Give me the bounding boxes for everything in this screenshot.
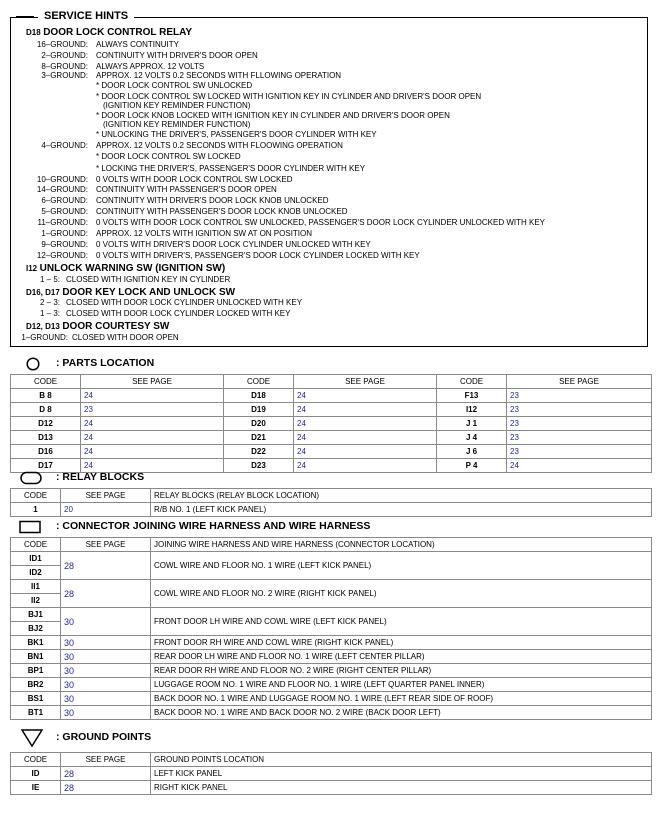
page-cell: 23 — [507, 445, 652, 459]
parts-location-circle-icon — [26, 357, 40, 371]
col-location: JOINING WIRE HARNESS AND WIRE HARNESS (CONNECTOR LOCATION) — [151, 538, 652, 552]
page-cell: 20 — [61, 503, 151, 517]
hint-key: 1–GROUND: — [41, 229, 88, 238]
col-see-page: SEE PAGE — [61, 538, 151, 552]
code-cell: D19 — [224, 403, 294, 417]
hint-value: APPROX. 12 VOLTS WITH IGNITION SW AT ON POSITION — [96, 229, 313, 238]
location-cell: FRONT DOOR LH WIRE AND COWL WIRE (LEFT KICK PANEL) — [151, 608, 652, 636]
code-cell: BJ1 — [11, 608, 61, 622]
ground-points-triangle-icon — [20, 728, 44, 748]
location-cell: REAR DOOR LH WIRE AND FLOOR NO. 1 WIRE (LEFT CENTER PILLAR) — [151, 650, 652, 664]
col-code: CODE — [437, 375, 507, 389]
hint-value: CONTINUITY WITH DRIVER'S DOOR OPEN — [96, 51, 258, 60]
table-row — [11, 389, 652, 403]
code-cell: D16 — [11, 445, 81, 459]
table-row — [11, 706, 652, 720]
page-cell: 24 — [294, 417, 437, 431]
location-cell: REAR DOOR RH WIRE AND FLOOR NO. 2 WIRE (RIGHT CENTER PILLAR) — [151, 664, 652, 678]
col-code: CODE — [11, 375, 81, 389]
parts-location-title: : PARTS LOCATION — [56, 357, 155, 369]
page-cell: 24 — [81, 431, 224, 445]
page-cell: 23 — [81, 403, 224, 417]
relay-blocks-title: : RELAY BLOCKS — [56, 471, 145, 483]
table-row — [11, 781, 652, 795]
code-cell: D 8 — [11, 403, 81, 417]
hint-key: 8–GROUND: — [41, 62, 88, 71]
relay-header-row — [11, 489, 652, 503]
page-cell: 30 — [61, 678, 151, 692]
code-cell: ID2 — [11, 566, 61, 580]
location-cell: FRONT DOOR RH WIRE AND COWL WIRE (RIGHT KICK PANEL) — [151, 636, 652, 650]
location-cell: BACK DOOR NO. 1 WIRE AND BACK DOOR NO. 2 WIRE (BACK DOOR LEFT) — [151, 706, 652, 720]
hint-value: CLOSED WITH IGNITION KEY IN CYLINDER — [66, 275, 231, 284]
code-cell: II1 — [11, 580, 61, 594]
page-cell: 23 — [507, 403, 652, 417]
page-cell: 30 — [61, 608, 151, 636]
page-cell: 24 — [81, 459, 224, 473]
hint-bullet: * DOOR LOCK CONTROL SW LOCKED — [96, 152, 241, 161]
code-cell: BS1 — [11, 692, 61, 706]
hint-key: 2–GROUND: — [41, 51, 88, 60]
hint-value: CONTINUITY WITH PASSENGER'S DOOR OPEN — [96, 185, 277, 194]
hint-bullet: * DOOR LOCK CONTROL SW UNLOCKED — [96, 81, 253, 90]
ground-points-title: : GROUND POINTS — [56, 731, 152, 743]
code-cell: ID1 — [11, 552, 61, 566]
hint-value: 0 VOLTS WITH DOOR LOCK CONTROL SW LOCKED — [96, 175, 293, 184]
table-row — [11, 678, 652, 692]
code-cell: P 4 — [437, 459, 507, 473]
ground-header-row — [11, 753, 652, 767]
page-cell: 30 — [61, 706, 151, 720]
hint-key: 5–GROUND: — [41, 207, 88, 216]
parts-location-table — [10, 374, 652, 473]
d18-code: D18 — [26, 28, 41, 37]
code-cell: BN1 — [11, 650, 61, 664]
d18-heading — [26, 27, 192, 38]
hint-bullet: * DOOR LOCK CONTROL SW LOCKED WITH IGNITION KEY IN CYLINDER AND DRIVER'S DOOR OPEN — [96, 92, 482, 101]
code-cell: BT1 — [11, 706, 61, 720]
hint-key: 1–GROUND: — [21, 333, 68, 342]
service-hints-title: SERVICE HINTS — [38, 9, 134, 23]
code-cell: D13 — [11, 431, 81, 445]
d18-title: DOOR LOCK CONTROL RELAY — [43, 27, 193, 38]
i12-heading — [26, 263, 225, 274]
parts-header-row — [11, 375, 652, 389]
relay-block-oval-icon — [20, 471, 42, 485]
d12-title: DOOR COURTESY SW — [62, 321, 170, 332]
col-code: CODE — [11, 538, 61, 552]
code-cell: 1 — [11, 503, 61, 517]
table-row — [11, 608, 652, 622]
hint-value: APPROX. 12 VOLTS 0.2 SECONDS WITH FLOOWING OPERATION — [96, 141, 343, 150]
connector-rectangle-icon — [19, 520, 41, 534]
d12-code: D12, D13 — [26, 322, 60, 331]
code-cell: D12 — [11, 417, 81, 431]
code-cell: BP1 — [11, 664, 61, 678]
location-cell: LUGGAGE ROOM NO. 1 WIRE AND FLOOR NO. 1 WIRE (LEFT QUARTER PANEL INNER) — [151, 678, 652, 692]
page-cell: 28 — [61, 580, 151, 608]
col-see-page: SEE PAGE — [294, 375, 437, 389]
code-cell: B 8 — [11, 389, 81, 403]
table-row — [11, 403, 652, 417]
page-cell: 28 — [61, 552, 151, 580]
page-cell: 24 — [294, 459, 437, 473]
location-cell: R/B NO. 1 (LEFT KICK PANEL) — [151, 503, 652, 517]
hint-bullet: * UNLOCKING THE DRIVER'S, PASSENGER'S DOOR CYLINDER WITH KEY — [96, 130, 377, 139]
table-row — [11, 767, 652, 781]
page-cell: 24 — [507, 459, 652, 473]
location-cell: COWL WIRE AND FLOOR NO. 2 WIRE (RIGHT KICK PANEL) — [151, 580, 652, 608]
hint-key: 9–GROUND: — [41, 240, 88, 249]
hint-key: 12–GROUND: — [36, 251, 88, 260]
hint-key: 11–GROUND: — [37, 218, 88, 227]
page-cell: 24 — [294, 403, 437, 417]
page-cell: 24 — [81, 445, 224, 459]
code-cell: BR2 — [11, 678, 61, 692]
table-row — [11, 417, 652, 431]
hint-key: 2 – 3: — [39, 298, 60, 307]
col-code: CODE — [11, 753, 61, 767]
hint-value: 0 VOLTS WITH DRIVER'S, PASSENGER'S DOOR LOCK CYLINDER LOCKED WITH KEY — [96, 251, 420, 260]
code-cell: D20 — [224, 417, 294, 431]
hint-bullet: * LOCKING THE DRIVER'S, PASSENGER'S DOOR CYLINDER WITH KEY — [96, 164, 366, 173]
col-location: RELAY BLOCKS (RELAY BLOCK LOCATION) — [151, 489, 652, 503]
code-cell: J 1 — [437, 417, 507, 431]
hint-bullet: * DOOR LOCK KNOB LOCKED WITH IGNITION KEY IN CYLINDER AND DRIVER'S DOOR OPEN — [96, 111, 450, 120]
code-cell: D18 — [224, 389, 294, 403]
hint-bullet-cont: (IGNITION KEY REMINDER FUNCTION) — [103, 101, 251, 110]
code-cell: D21 — [224, 431, 294, 445]
code-cell: IE — [11, 781, 61, 795]
page-cell: 30 — [61, 664, 151, 678]
location-cell: RIGHT KICK PANEL — [151, 781, 652, 795]
page-cell: 23 — [507, 389, 652, 403]
code-cell: D23 — [224, 459, 294, 473]
ground-points-table — [10, 752, 652, 795]
connector-title: : CONNECTOR JOINING WIRE HARNESS AND WIRE HARNESS — [56, 520, 371, 532]
hint-value: ALWAYS CONTINUITY — [96, 40, 179, 49]
page-cell: 30 — [61, 636, 151, 650]
code-cell: II2 — [11, 594, 61, 608]
i12-code: I12 — [26, 264, 38, 273]
table-row — [11, 650, 652, 664]
hint-value: CLOSED WITH DOOR OPEN — [72, 333, 179, 342]
hint-key: 3–GROUND: — [41, 71, 88, 80]
hint-bullet-cont: (IGNITION KEY REMINDER FUNCTION) — [103, 120, 251, 129]
page-cell: 24 — [294, 389, 437, 403]
col-code: CODE — [224, 375, 294, 389]
hint-key: 10–GROUND: — [36, 175, 88, 184]
col-see-page: SEE PAGE — [61, 489, 151, 503]
code-cell: D17 — [11, 459, 81, 473]
page-cell: 23 — [507, 417, 652, 431]
col-see-page: SEE PAGE — [81, 375, 224, 389]
page-cell: 28 — [61, 767, 151, 781]
page-cell: 24 — [294, 431, 437, 445]
code-cell: J 4 — [437, 431, 507, 445]
col-code: CODE — [11, 489, 61, 503]
table-row — [11, 503, 652, 517]
hint-key: 1 – 3: — [39, 309, 60, 318]
hint-value: CONTINUITY WITH DRIVER'S DOOR LOCK KNOB UNLOCKED — [96, 196, 329, 205]
table-row — [11, 552, 652, 566]
code-cell: ID — [11, 767, 61, 781]
page-cell: 24 — [294, 445, 437, 459]
hint-value: CONTINUITY WITH PASSENGER'S DOOR LOCK KNOB UNLOCKED — [96, 207, 348, 216]
d16-heading — [26, 287, 235, 298]
d12-heading — [26, 321, 169, 332]
page-cell: 24 — [81, 389, 224, 403]
hint-value: 0 VOLTS WITH DRIVER'S DOOR LOCK CYLINDER UNLOCKED WITH KEY — [96, 240, 371, 249]
hint-key: 1 – 5: — [39, 275, 60, 284]
page-cell: 23 — [507, 431, 652, 445]
hint-key: 6–GROUND: — [41, 196, 88, 205]
hint-key: 4–GROUND: — [41, 141, 88, 150]
col-see-page: SEE PAGE — [61, 753, 151, 767]
code-cell: BJ2 — [11, 622, 61, 636]
page-cell: 28 — [61, 781, 151, 795]
hint-value: APPROX. 12 VOLTS 0.2 SECONDS WITH FLLOWING OPERATION — [96, 71, 342, 80]
code-cell: F13 — [437, 389, 507, 403]
connector-header-row — [11, 538, 652, 552]
i12-title: UNLOCK WARNING SW (IGNITION SW) — [39, 263, 226, 274]
hint-value: ALWAYS APPROX. 12 VOLTS — [96, 62, 205, 71]
table-row — [11, 431, 652, 445]
hint-key: 16–GROUND: — [36, 40, 88, 49]
table-row — [11, 692, 652, 706]
code-cell: J 6 — [437, 445, 507, 459]
hint-value: 0 VOLTS WITH DOOR LOCK CONTROL SW UNLOCKED, PASSENGER'S DOOR LOCK CYLINDER UNLOCKED WITH KEY — [96, 218, 546, 227]
relay-blocks-table — [10, 488, 652, 517]
page-cell: 24 — [81, 417, 224, 431]
hint-value: CLOSED WITH DOOR LOCK CYLINDER UNLOCKED WITH KEY — [66, 298, 303, 307]
table-row — [11, 580, 652, 594]
location-cell: BACK DOOR NO. 1 WIRE AND LUGGAGE ROOM NO. 1 WIRE (LEFT REAR SIDE OF ROOF) — [151, 692, 652, 706]
code-cell: BK1 — [11, 636, 61, 650]
page-cell: 30 — [61, 650, 151, 664]
location-cell: COWL WIRE AND FLOOR NO. 1 WIRE (LEFT KICK PANEL) — [151, 552, 652, 580]
d16-code: D16, D17 — [26, 288, 60, 297]
page-cell: 30 — [61, 692, 151, 706]
connector-table — [10, 537, 652, 720]
d16-title: DOOR KEY LOCK AND UNLOCK SW — [62, 287, 236, 298]
location-cell: LEFT KICK PANEL — [151, 767, 652, 781]
code-cell: D22 — [224, 445, 294, 459]
table-row — [11, 664, 652, 678]
hint-value: CLOSED WITH DOOR LOCK CYLINDER LOCKED WITH KEY — [66, 309, 291, 318]
col-location: GROUND POINTS LOCATION — [151, 753, 652, 767]
table-row — [11, 445, 652, 459]
table-row — [11, 636, 652, 650]
col-see-page: SEE PAGE — [507, 375, 652, 389]
hint-key: 14–GROUND: — [36, 185, 88, 194]
code-cell: I12 — [437, 403, 507, 417]
